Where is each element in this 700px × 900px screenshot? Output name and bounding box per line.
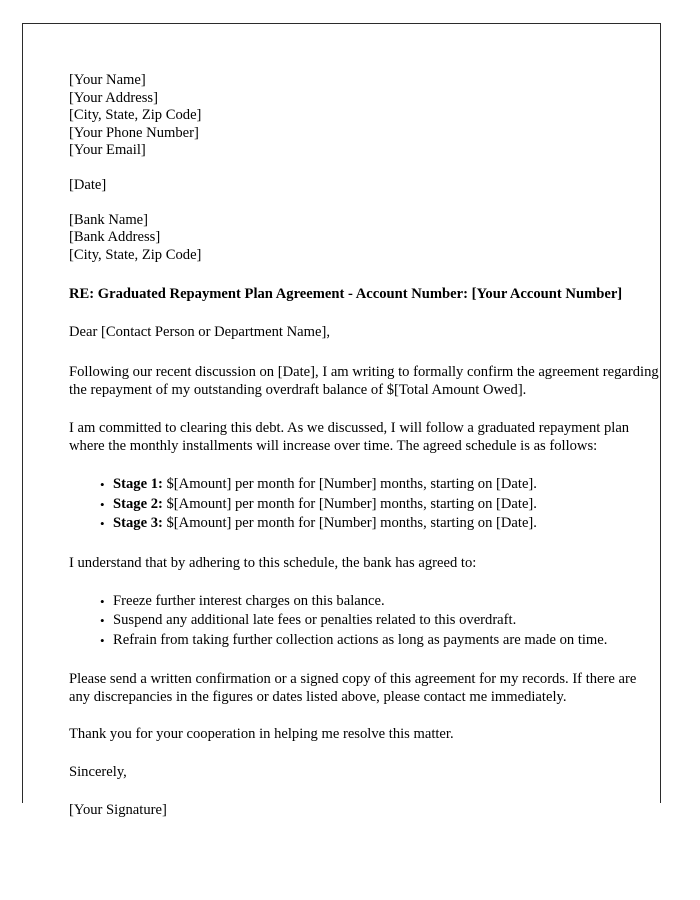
paragraph-confirmation: Following our recent discussion on [Date], I am writing to formally confirm the agreement regarding the repayment of my outstanding overdraft balance of $[Total Amount Owed]. xyxy=(69,363,659,398)
sender-city-state-zip: [City, State, Zip Code] xyxy=(69,107,202,124)
list-item: • Refrain from taking further collection actions as long as payments are made on time. xyxy=(113,631,659,650)
letter-date: [Date] xyxy=(69,176,107,193)
signature-placeholder: [Your Signature] xyxy=(69,801,167,818)
letter-body xyxy=(69,72,659,819)
sender-email: [Your Email] xyxy=(69,142,146,159)
paragraph-bank-agreement-intro: I understand that by adhering to this schedule, the bank has agreed to: xyxy=(69,554,477,571)
document-page xyxy=(22,23,661,818)
paragraph-thanks: Thank you for your cooperation in helping me resolve this matter. xyxy=(69,726,454,743)
repayment-schedule-list xyxy=(69,475,659,533)
paragraph-confirmation-request: Please send a written confirmation or a signed copy of this agreement for my records. If there are any discrepancies in the figures or dates listed above, please contact me immediately. xyxy=(69,670,637,706)
recipient-bank-address: [Bank Address] xyxy=(69,229,161,246)
recipient-address-block xyxy=(69,212,659,265)
list-item: • Suspend any additional late fees or penalties related to this overdraft. xyxy=(113,611,659,630)
stage-1-text: $[Amount] per month for [Number] months, starting on [Date]. xyxy=(162,476,537,493)
sender-address-block xyxy=(69,72,659,160)
stage-2-label: Stage 2: xyxy=(113,495,163,512)
salutation: Dear [Contact Person or Department Name], xyxy=(69,323,330,340)
stage-3-text: $[Amount] per month for [Number] months, starting on [Date]. xyxy=(162,515,537,532)
list-item xyxy=(113,475,659,494)
paragraph-commitment: I am committed to clearing this debt. As we discussed, I will follow a graduated repayment plan where the monthly installments will increase over time. The agreed schedule is as follows: xyxy=(69,419,630,455)
list-item: • Freeze further interest charges on this balance. xyxy=(113,592,659,611)
recipient-city-state-zip: [City, State, Zip Code] xyxy=(69,246,202,263)
list-item xyxy=(113,514,659,533)
sender-name: [Your Name] xyxy=(69,72,146,88)
list-item xyxy=(113,495,659,514)
stage-3-label: Stage 3: xyxy=(113,515,163,532)
stage-1-label: Stage 1: xyxy=(113,476,163,493)
sender-phone: [Your Phone Number] xyxy=(69,124,199,141)
recipient-bank-name: [Bank Name] xyxy=(69,211,149,228)
stage-2-text: $[Amount] per month for [Number] months, starting on [Date]. xyxy=(162,495,537,512)
bank-commitments-list xyxy=(69,592,659,650)
signoff: Sincerely, xyxy=(69,763,127,780)
subject-line: RE: Graduated Repayment Plan Agreement - Account Number: [Your Account Number] xyxy=(69,286,623,303)
sender-street: [Your Address] xyxy=(69,89,158,106)
